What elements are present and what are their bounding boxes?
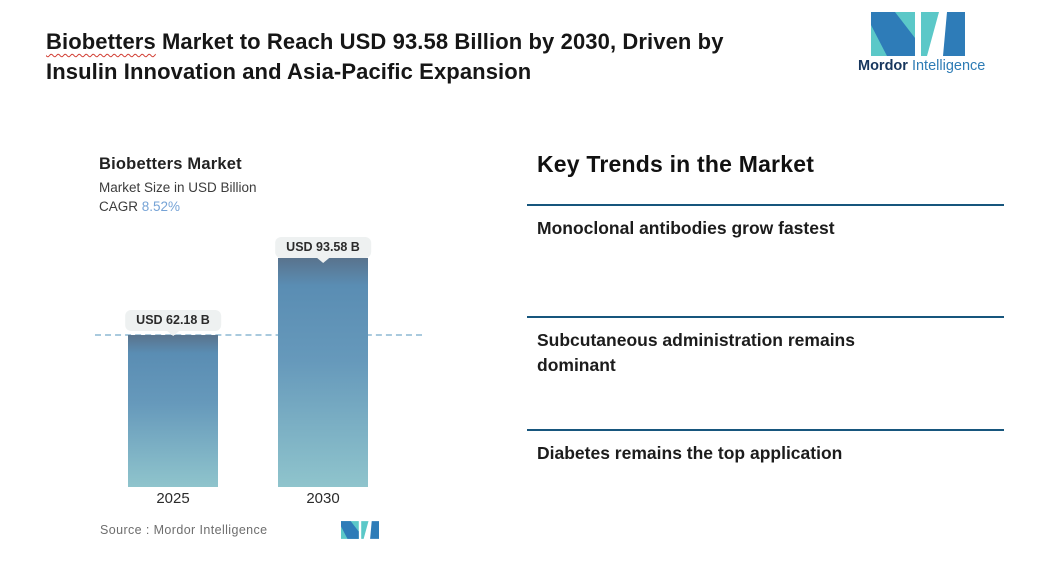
trend-item: Subcutaneous administration remains dominant [537, 330, 855, 375]
chart-title: Biobetters Market [99, 155, 242, 173]
mordor-intelligence-logo-icon [871, 12, 965, 56]
x-axis-label-2025: 2025 [156, 490, 190, 507]
x-axis-label-2030: 2030 [306, 490, 340, 507]
page-title-line2: Insulin Innovation and Asia-Pacific Expansion [46, 59, 532, 84]
chart-cagr [99, 199, 180, 214]
cagr-label: CAGR [99, 199, 139, 214]
cagr-value: 8.52% [141, 199, 181, 214]
trend-item: Monoclonal antibodies grow fastest [537, 218, 835, 238]
brand-block [858, 12, 986, 74]
trend-divider [527, 316, 1004, 318]
mordor-intelligence-mini-logo-icon [341, 521, 379, 539]
value-tooltip-2030: USD 93.58 B [275, 237, 371, 258]
chart-subtitle: Market Size in USD Billion [99, 180, 257, 195]
trends-heading: Key Trends in the Market [537, 151, 815, 177]
page-title [46, 27, 846, 87]
value-tooltip-2025: USD 62.18 B [125, 310, 221, 331]
brand-name [858, 58, 986, 74]
trend-divider [527, 204, 1004, 206]
bar [278, 258, 368, 487]
page-title-line1 [46, 27, 846, 57]
page-title-misspelled-word: Biobetters [46, 29, 156, 54]
page-title-line1-rest: Market to Reach USD 93.58 Billion by 2030, Driven by [155, 29, 724, 54]
bar [128, 335, 218, 487]
brand-name-bold: Mordor [858, 58, 908, 74]
brand-name-light: Intelligence [911, 58, 986, 74]
source-label: Source : Mordor Intelligence [100, 523, 268, 537]
trend-item: Diabetes remains the top application [537, 443, 843, 463]
trend-divider [527, 429, 1004, 431]
